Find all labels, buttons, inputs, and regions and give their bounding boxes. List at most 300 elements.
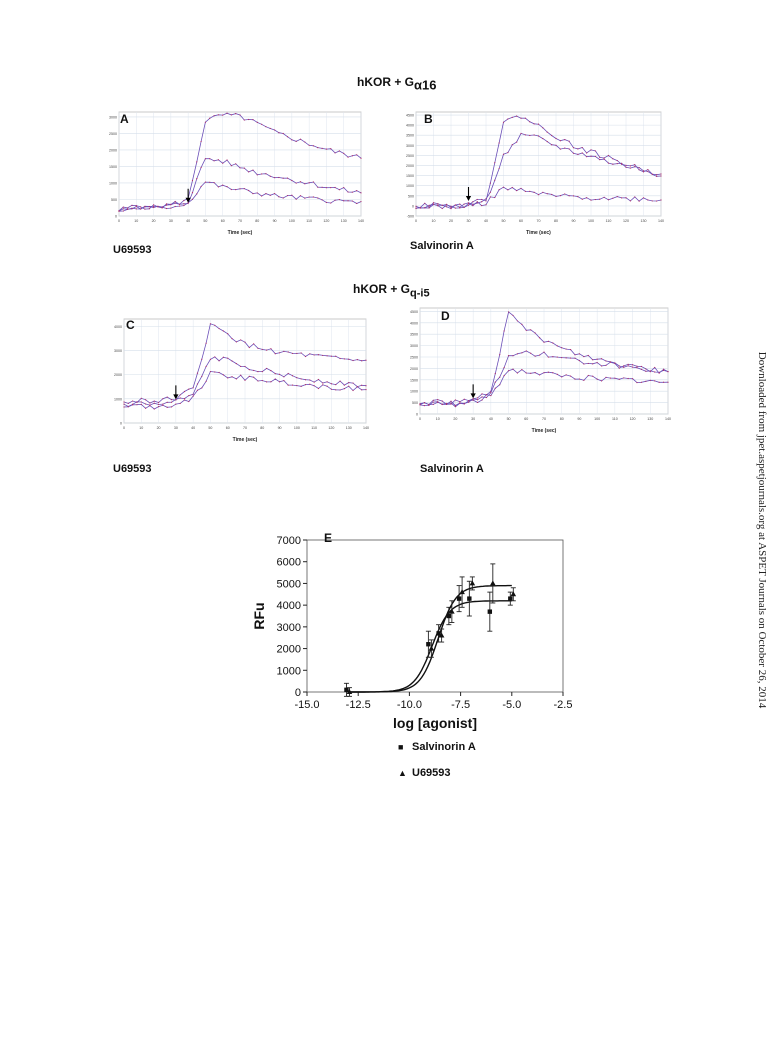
- trace-point: [141, 398, 142, 399]
- trace-point: [184, 391, 185, 392]
- trace-point: [288, 351, 289, 352]
- trace-point: [352, 200, 353, 201]
- trace-point: [507, 118, 508, 119]
- trace-point: [257, 174, 258, 175]
- trace-point: [577, 154, 578, 155]
- trace-point: [322, 199, 323, 200]
- trace-point: [574, 378, 575, 379]
- trace-point: [214, 325, 215, 326]
- x-tick-label: -10.0: [396, 699, 422, 711]
- trace-point: [296, 385, 297, 386]
- trace-point: [239, 114, 240, 115]
- trace-point: [322, 384, 323, 385]
- trace-point: [621, 163, 622, 164]
- trace-point: [534, 134, 535, 135]
- trace-point: [326, 187, 327, 188]
- y-tick-label: 2000: [410, 366, 418, 371]
- trace-point: [654, 367, 655, 368]
- trace-point: [521, 369, 522, 370]
- trace-point: [218, 372, 219, 373]
- trace-point: [279, 352, 280, 353]
- trace-point: [296, 377, 297, 378]
- trace-point: [304, 198, 305, 199]
- trace-point: [542, 192, 543, 193]
- trace-point: [132, 404, 133, 405]
- trace-point: [569, 141, 570, 142]
- trace-point: [283, 380, 284, 381]
- trace-point: [360, 192, 361, 193]
- trace-point: [548, 341, 549, 342]
- trace-point: [588, 375, 589, 376]
- trace-point: [459, 403, 460, 404]
- trace-point: [512, 187, 513, 188]
- trace-point: [617, 196, 618, 197]
- trace-point: [170, 204, 171, 205]
- trace-point: [322, 355, 323, 356]
- trace-point: [222, 185, 223, 186]
- trace-point: [588, 355, 589, 356]
- trace-point: [317, 147, 318, 148]
- trace-point: [446, 403, 447, 404]
- y-tick-label: 5000: [276, 578, 301, 591]
- x-tick-label: 130: [640, 219, 647, 223]
- trace-point: [305, 379, 306, 380]
- trace-point: [504, 330, 505, 331]
- trace-point: [265, 173, 266, 174]
- y-tick-label: 2000: [109, 148, 117, 153]
- trace-point: [503, 187, 504, 188]
- trace-point: [331, 383, 332, 384]
- trace-point: [560, 148, 561, 149]
- x-tick-label: 20: [151, 219, 156, 223]
- trace-point: [145, 408, 146, 409]
- trace-point: [538, 124, 539, 125]
- trace-point: [415, 208, 416, 209]
- x-tick-label: 20: [449, 219, 453, 223]
- x-tick-label: 130: [340, 219, 347, 223]
- trace-point: [464, 399, 465, 400]
- x-tick-label: 40: [191, 426, 196, 430]
- trace-point: [339, 358, 340, 359]
- trace-point: [547, 141, 548, 142]
- trace-point: [647, 171, 648, 172]
- panel-d: [404, 304, 672, 434]
- trace-point: [455, 208, 456, 209]
- trace-point: [262, 349, 263, 350]
- y-tick-label: 6000: [276, 556, 301, 569]
- trace-point: [529, 135, 530, 136]
- trace-point: [610, 362, 611, 363]
- trace-point: [573, 147, 574, 148]
- x-tick-label: 90: [577, 417, 582, 421]
- trace-point: [252, 119, 253, 120]
- trace-point: [365, 389, 366, 390]
- y-tick-label: 1500: [109, 164, 117, 169]
- trace-point: [231, 360, 232, 361]
- trace-point: [643, 171, 644, 172]
- trace-point: [433, 400, 434, 401]
- panel-c-trace-chart: [108, 315, 370, 443]
- trace-point: [535, 372, 536, 373]
- y-tick-label: 2500: [406, 153, 414, 158]
- trace-point: [356, 190, 357, 191]
- trace-point: [287, 136, 288, 137]
- panel-c-label: C: [126, 318, 135, 332]
- trace-point: [477, 402, 478, 403]
- trace-point: [343, 200, 344, 201]
- trace-point: [636, 382, 637, 383]
- salvinorin-a-point: [488, 609, 492, 613]
- trace-point: [140, 206, 141, 207]
- trace-point: [595, 156, 596, 157]
- trace-point: [118, 210, 119, 211]
- trace-point: [218, 114, 219, 115]
- trace-point: [450, 402, 451, 403]
- salvinorin-a-point: [467, 596, 471, 600]
- trace-point: [175, 206, 176, 207]
- trace-point: [542, 127, 543, 128]
- trace-point: [569, 195, 570, 196]
- trace-point: [154, 403, 155, 404]
- trace-point: [223, 357, 224, 358]
- trace-point: [592, 359, 593, 360]
- trace-point: [608, 155, 609, 156]
- trace-point: [296, 141, 297, 142]
- trace-point: [526, 350, 527, 351]
- x-tick-label: 40: [488, 417, 493, 421]
- trace-point: [551, 144, 552, 145]
- trace-point: [507, 189, 508, 190]
- x-tick-label: 130: [647, 417, 654, 421]
- x-tick-label: 80: [260, 426, 265, 430]
- trace-point: [300, 139, 301, 140]
- x-tick-label: 90: [571, 219, 576, 223]
- trace-point: [266, 350, 267, 351]
- trace-point: [625, 165, 626, 166]
- trace-point: [292, 375, 293, 376]
- trace-point: [566, 374, 567, 375]
- trace-point: [244, 366, 245, 367]
- trace-point: [201, 186, 202, 187]
- trace-point: [128, 406, 129, 407]
- x-tick-label: 120: [323, 219, 330, 223]
- trace-point: [552, 342, 553, 343]
- trace-point: [608, 163, 609, 164]
- trace-point: [239, 167, 240, 168]
- trace-point: [283, 351, 284, 352]
- trace-point: [201, 376, 202, 377]
- trace-point: [614, 378, 615, 379]
- trace-point: [252, 193, 253, 194]
- trace-point: [304, 183, 305, 184]
- trace-point: [517, 320, 518, 321]
- trace-point: [361, 360, 362, 361]
- trace-point: [485, 200, 486, 201]
- trace-point: [226, 113, 227, 114]
- x-tick-label: 30: [466, 219, 471, 223]
- trace-point: [309, 353, 310, 354]
- trace-point: [209, 118, 210, 119]
- trace-point: [304, 141, 305, 142]
- trace-point: [582, 199, 583, 200]
- trace-point: [548, 356, 549, 357]
- trace-point: [236, 363, 237, 364]
- trace-point: [318, 388, 319, 389]
- x-tick-label: 40: [484, 219, 488, 223]
- trace-point: [235, 113, 236, 114]
- trace-point: [499, 377, 500, 378]
- trace-point: [605, 365, 606, 366]
- trace-point: [420, 207, 421, 208]
- x-tick-label: -5.0: [502, 699, 522, 711]
- trace-point: [663, 369, 664, 370]
- trace-point: [543, 351, 544, 352]
- y-tick-label: 500: [412, 401, 418, 406]
- trace-point: [525, 118, 526, 119]
- x-tick-label: 70: [536, 219, 541, 223]
- trace-point: [530, 329, 531, 330]
- trace-point: [253, 377, 254, 378]
- trace-point: [623, 367, 624, 368]
- trace-point: [560, 140, 561, 141]
- x-tick-label: 80: [255, 219, 260, 223]
- trace-point: [348, 386, 349, 387]
- trace-point: [209, 182, 210, 183]
- trace-point: [288, 373, 289, 374]
- trace-point: [218, 186, 219, 187]
- trace-point: [652, 174, 653, 175]
- trace-point: [361, 385, 362, 386]
- trace-point: [205, 158, 206, 159]
- trace-point: [183, 205, 184, 206]
- trace-point: [641, 369, 642, 370]
- trace-point: [605, 360, 606, 361]
- x-tick-label: 10: [139, 426, 144, 430]
- trace-point: [309, 196, 310, 197]
- x-tick-label: 100: [293, 426, 300, 430]
- trace-point: [210, 371, 211, 372]
- trace-point: [599, 159, 600, 160]
- trace-point: [508, 370, 509, 371]
- x-tick-label: 60: [519, 219, 523, 223]
- trace-point: [149, 405, 150, 406]
- trace-point: [612, 158, 613, 159]
- trace-point: [343, 153, 344, 154]
- trace-point: [240, 339, 241, 340]
- trace-point: [656, 176, 657, 177]
- x-tick-label: 80: [559, 417, 564, 421]
- trace-point: [192, 180, 193, 181]
- trace-point: [257, 348, 258, 349]
- x-tick-label: 70: [243, 426, 247, 430]
- trace-point: [495, 388, 496, 389]
- trace-point: [641, 366, 642, 367]
- y-tick-label: 3000: [114, 348, 122, 353]
- x-tick-label: 50: [506, 417, 511, 421]
- trace-point: [330, 187, 331, 188]
- trace-point: [296, 353, 297, 354]
- trace-point: [547, 193, 548, 194]
- trace-point: [301, 386, 302, 387]
- trace-point: [231, 165, 232, 166]
- trace-point: [605, 377, 606, 378]
- trace-point: [145, 403, 146, 404]
- trace-point: [257, 122, 258, 123]
- y-tick-label: 4500: [406, 113, 414, 118]
- trace-point: [196, 193, 197, 194]
- trace-point: [218, 360, 219, 361]
- trace-point: [335, 389, 336, 390]
- trace-point: [512, 315, 513, 316]
- trace-point: [162, 403, 163, 404]
- trace-point: [494, 197, 495, 198]
- trace-point: [175, 203, 176, 204]
- trace-point: [278, 177, 279, 178]
- trace-point: [227, 333, 228, 334]
- trace-point: [521, 324, 522, 325]
- trace-point: [424, 405, 425, 406]
- trace-point: [171, 399, 172, 400]
- y-tick-label: 7000: [276, 535, 301, 547]
- y-tick-label: 2000: [276, 643, 301, 656]
- trace-point: [184, 399, 185, 400]
- trace-point: [442, 403, 443, 404]
- trace-point: [535, 332, 536, 333]
- trace-point: [197, 383, 198, 384]
- trace-point: [507, 152, 508, 153]
- trace-point: [599, 157, 600, 158]
- y-tick-label: 0: [120, 421, 122, 426]
- trace-point: [663, 382, 664, 383]
- trace-point: [357, 386, 358, 387]
- trace-point: [481, 201, 482, 202]
- trace-point: [236, 341, 237, 342]
- trace-point: [636, 367, 637, 368]
- trace-point: [564, 147, 565, 148]
- trace-point: [570, 357, 571, 358]
- trace-point: [583, 356, 584, 357]
- trace-point: [357, 359, 358, 360]
- panel-e: [250, 520, 580, 735]
- trace-point: [582, 152, 583, 153]
- trace-point: [557, 374, 558, 375]
- legend-u69593: ▲ U69593: [398, 767, 451, 779]
- y-tick-label: 1000: [276, 665, 301, 678]
- trace-point: [235, 163, 236, 164]
- panel-b: [400, 108, 665, 236]
- trace-point: [123, 401, 124, 402]
- trace-point: [561, 357, 562, 358]
- trace-point: [210, 323, 211, 324]
- trace-point: [512, 144, 513, 145]
- trace-point: [213, 182, 214, 183]
- trace-point: [504, 375, 505, 376]
- trace-point: [274, 129, 275, 130]
- legend-salvinorin-a: ■ Salvinorin A: [398, 741, 476, 753]
- trace-point: [301, 352, 302, 353]
- trace-point: [167, 407, 168, 408]
- trace-point: [561, 347, 562, 348]
- y-tick-label: 1000: [406, 184, 414, 189]
- trace-point: [291, 195, 292, 196]
- trace-point: [574, 358, 575, 359]
- trace-point: [490, 392, 491, 393]
- y-tick-label: 1000: [410, 389, 418, 394]
- trace-point: [481, 393, 482, 394]
- trace-point: [127, 207, 128, 208]
- trace-point: [279, 374, 280, 375]
- trace-point: [218, 159, 219, 160]
- trace-point: [508, 355, 509, 356]
- trace-point: [253, 370, 254, 371]
- trace-point: [530, 373, 531, 374]
- trace-point: [347, 191, 348, 192]
- trace-point: [667, 382, 668, 383]
- x-tick-label: -12.5: [345, 699, 371, 711]
- trace-point: [437, 402, 438, 403]
- trace-point: [529, 191, 530, 192]
- trace-point: [516, 190, 517, 191]
- panel-d-label: D: [441, 309, 450, 323]
- trace-point: [123, 207, 124, 208]
- y-tick-label: 0: [416, 412, 418, 417]
- y-tick-label: 1500: [406, 174, 414, 179]
- trace-point: [123, 406, 124, 407]
- trace-point: [499, 189, 500, 190]
- trace-point: [464, 203, 465, 204]
- trace-point: [555, 138, 556, 139]
- trace-point: [171, 402, 172, 403]
- trace-point: [667, 371, 668, 372]
- x-tick-label: 100: [288, 219, 295, 223]
- y-tick-label: 4000: [276, 600, 301, 613]
- trace-point: [495, 382, 496, 383]
- trace-point: [270, 195, 271, 196]
- trace-point: [132, 400, 133, 401]
- trace-point: [555, 196, 556, 197]
- trace-point: [477, 399, 478, 400]
- y-tick-label: 0: [412, 204, 414, 209]
- trace-point: [201, 167, 202, 168]
- y-tick-label: 4000: [410, 321, 418, 326]
- trace-point: [226, 159, 227, 160]
- trace-point: [446, 204, 447, 205]
- trace-point: [144, 206, 145, 207]
- trace-point: [548, 372, 549, 373]
- trace-point: [162, 207, 163, 208]
- trace-point: [424, 207, 425, 208]
- x-tick-label: 120: [623, 219, 629, 223]
- trace-point: [636, 366, 637, 367]
- trace-point: [170, 208, 171, 209]
- trace-point: [205, 122, 206, 123]
- trace-point: [192, 199, 193, 200]
- trace-point: [625, 167, 626, 168]
- trace-point: [619, 365, 620, 366]
- trace-point: [437, 203, 438, 204]
- trace-point: [610, 378, 611, 379]
- x-tick-label: 140: [358, 219, 364, 223]
- trace-point: [283, 376, 284, 377]
- trace-point: [244, 119, 245, 120]
- trace-point: [314, 385, 315, 386]
- trace-point: [570, 349, 571, 350]
- trace-point: [583, 380, 584, 381]
- y-tick-label: 3000: [406, 143, 414, 148]
- trace-point: [244, 168, 245, 169]
- trace-point: [140, 208, 141, 209]
- trace-point: [205, 181, 206, 182]
